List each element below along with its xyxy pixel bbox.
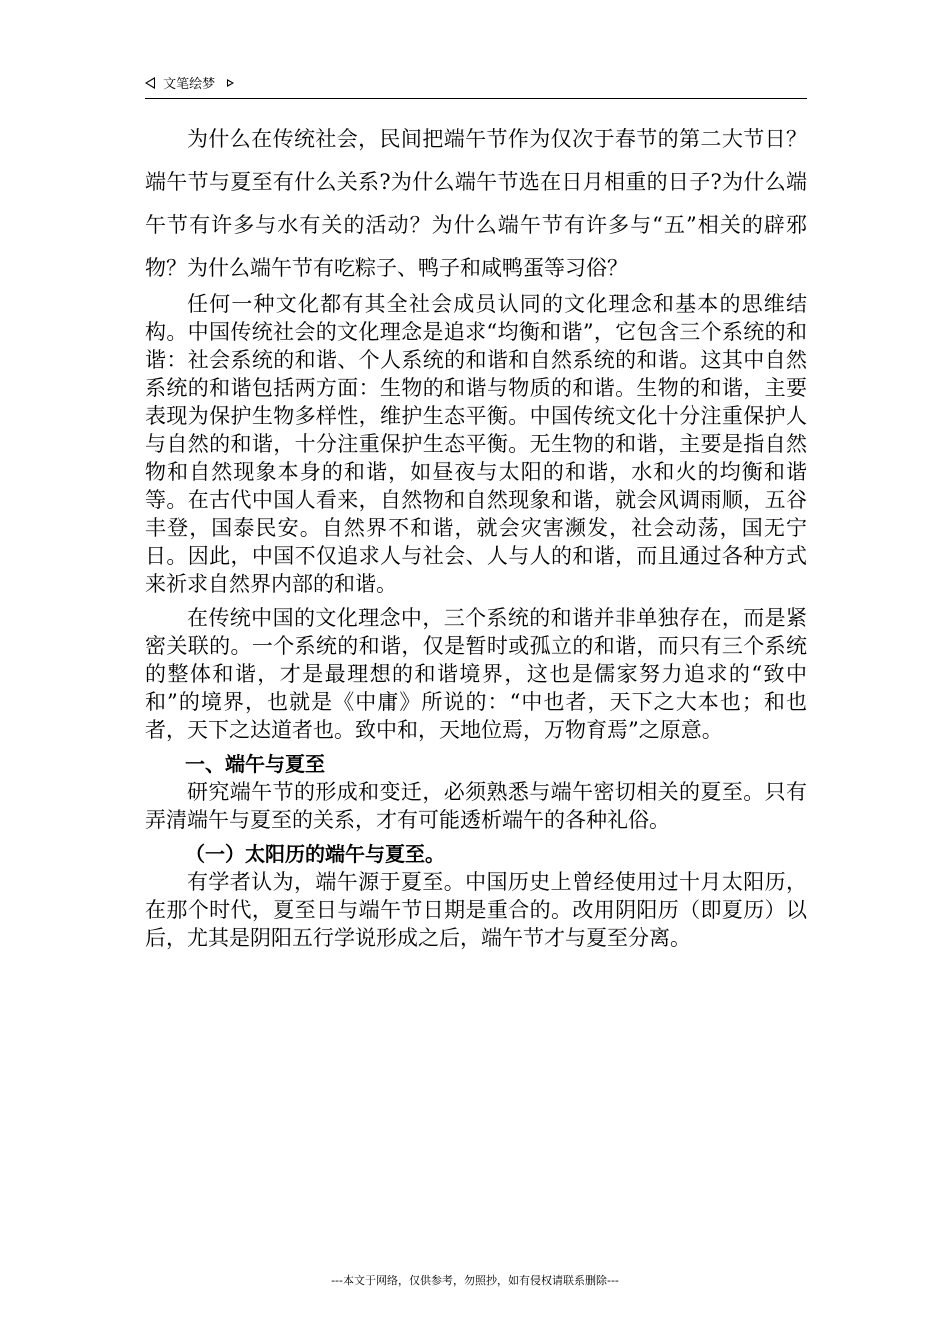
section-heading: 一、端午与夏至: [185, 752, 325, 776]
paragraph-solar-calendar: 有学者认为，端午源于夏至。中国历史上曾经使用过十月太阳历，在那个时代，夏至日与端午节日期是重合的。改用阴阳历（即夏历）以后，尤其是阴阳五行学说形成之后，端午节才与夏至分离。: [145, 870, 807, 950]
triangle-right-icon: [227, 79, 234, 87]
page-footer: ---本文于网络，仅供参考，勿照抄，如有侵权请联系删除---: [331, 1274, 619, 1287]
paragraph-research: 研究端午节的形成和变迁，必须熟悉与端午密切相关的夏至。只有弄清端午与夏至的关系，才有可能透析端午的各种礼俗。: [145, 780, 807, 832]
paragraph-questions: 为什么在传统社会，民间把端午节作为仅次于春节的第二大节日？端午节与夏至有什么关系?为什么端午节选在日月相重的日子?为什么端午节有许多与水有关的活动？为什么端午节有许多与“五”相关的辟邪物？为什么端午节有吃粽子、鸭子和咸鸭蛋等习俗？: [145, 127, 807, 280]
page-header: [145, 74, 807, 99]
subsection-heading: （一）太阳历的端午与夏至。: [185, 842, 445, 866]
header-title: 文笔绘梦: [163, 77, 216, 92]
paragraph-three-systems: 在传统中国的文化理念中，三个系统的和谐并非单独存在，而是紧密关联的。一个系统的和谐，仅是暂时或孤立的和谐，而只有三个系统的整体和谐，才是最理想的和谐境界，这也是儒家努力追求的“致中和”的境界，也就是《中庸》所说的：“中也者，天下之大本也；和也者，天下之达道者也。致中和，天地位焉，万物育焉”之原意。: [145, 606, 807, 742]
triangle-left-icon: [145, 77, 155, 89]
document-body: [145, 118, 807, 952]
paragraph-harmony-concept: 任何一种文化都有其全社会成员认同的文化理念和基本的思维结构。中国传统社会的文化理念是追求“均衡和谐”，它包含三个系统的和谐：社会系统的和谐、个人系统的和谐和自然系统的和谐。这其中自然系统的和谐包括两方面：生物的和谐与物质的和谐。生物的和谐，主要表现为保护生物多样性，维护生态平衡。中国传统文化十分注重保护人与自然的和谐，十分注重保护生态平衡。无生物的和谐，主要是指自然物和自然现象本身的和谐，如昼夜与太阳的和谐，水和火的均衡和谐等。在古代中国人看来，自然物和自然现象和谐，就会风调雨顺，五谷丰登，国泰民安。自然界不和谐，就会灾害濒发，社会动荡，国无宁日。因此，中国不仅追求人与社会、人与人的和谐，而且通过各种方式来祈求自然界内部的和谐。: [145, 292, 807, 596]
